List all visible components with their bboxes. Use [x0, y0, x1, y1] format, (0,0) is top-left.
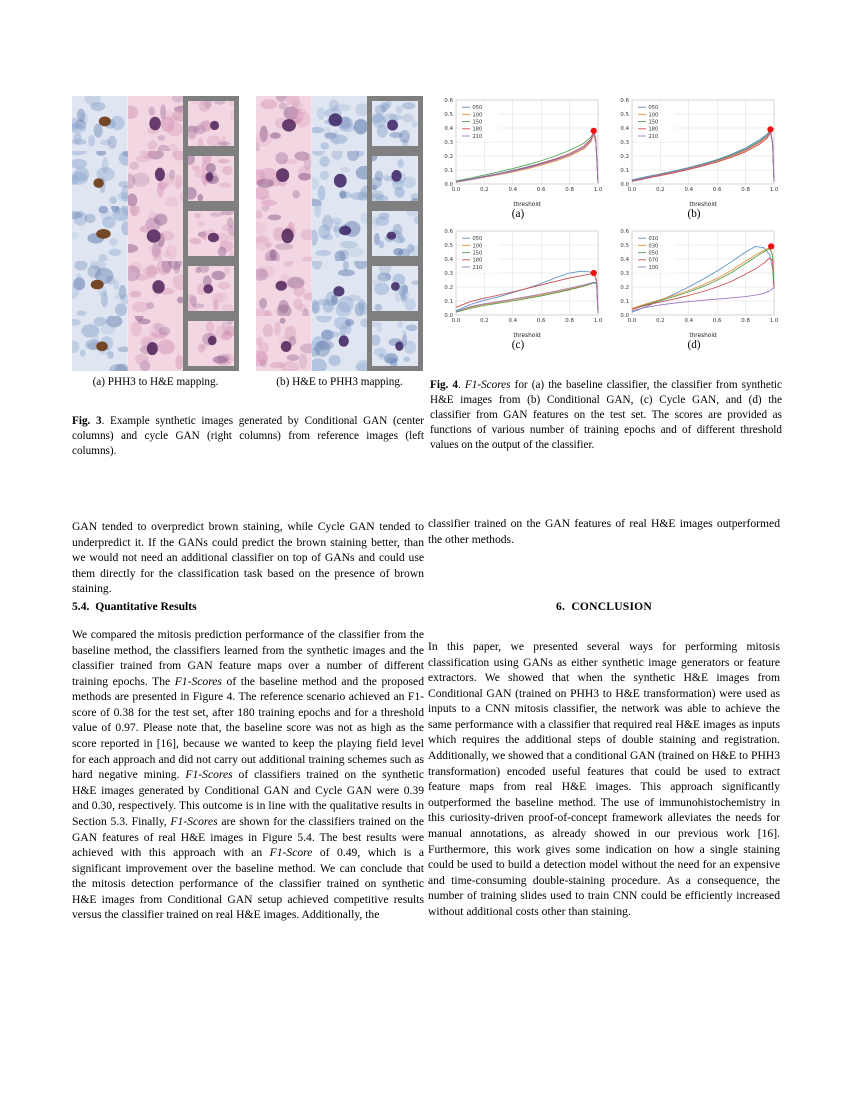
y-axis-tick-label: 0.0: [620, 313, 629, 320]
conclusion-heading-row: [428, 600, 780, 613]
f1-scores-math-1: F1-Scores: [174, 674, 222, 688]
chart-panel-label-c: (c): [511, 339, 525, 351]
legend-label: 030: [648, 243, 659, 250]
left-para-2-d: are shown for the classifiers trained on the GAN features of real H&E images in Figure 5.4. The best results were achieved with this approach with an: [72, 814, 424, 860]
chart-row-bottom: [430, 223, 782, 354]
figure-3-caption-text: . Example synthetic images generated by Conditional GAN (center columns) and cycle GAN (right columns) from reference images (left columns).: [72, 415, 424, 457]
histology-tile: [72, 151, 128, 206]
histology-tile: [256, 206, 312, 261]
histology-tile-image: [372, 156, 418, 201]
y-axis-tick-label: 0.1: [444, 168, 453, 175]
y-axis-tick-label: 0.6: [444, 98, 453, 105]
figure-3-subcaption-a: (a) PHH3 to H&E mapping.: [92, 376, 219, 388]
right-column-paragraph-1: [428, 516, 780, 547]
x-axis-label: threshold: [689, 333, 717, 339]
f1-score-line-chart: [430, 92, 606, 210]
legend-label: 010: [648, 236, 659, 243]
figure-3-subcaption-b: (b) H&E to PHH3 mapping.: [276, 376, 403, 388]
histology-tile-image: [312, 316, 368, 371]
legend-label: 100: [472, 243, 483, 250]
x-axis-tick-label: 1.0: [769, 318, 779, 324]
x-axis-tick-label: 0.2: [480, 318, 489, 324]
histology-tile-image: [372, 266, 418, 311]
y-axis-tick-label: 0.5: [444, 112, 453, 119]
histology-tile: [72, 316, 128, 371]
x-axis-tick-label: 0.6: [712, 318, 722, 324]
legend-label: 150: [648, 119, 659, 126]
x-axis-tick-label: 0.4: [508, 187, 518, 193]
figure-4-charts: [430, 92, 782, 354]
histology-tile-image: [128, 151, 184, 206]
f1-scores-math-2: F1-Scores: [185, 768, 233, 782]
best-score-marker: [591, 128, 597, 134]
f1-score-line-chart: [430, 223, 606, 341]
conclusion-title: CONCLUSION: [571, 600, 652, 613]
x-axis-tick-label: 0.2: [656, 318, 665, 324]
histology-tile-image: [128, 261, 184, 316]
x-axis-tick-label: 0.8: [565, 187, 574, 193]
left-para-2-e: of 0.49, which is a significant improvement over the baseline method. We can conclude that the mitosis detection performance of the classifier trained on synthetic H&E images from Conditional GAN setup achieved competitive results versus the classifier trained on real H&E images. Additionally, the: [72, 846, 424, 922]
legend-label: 050: [472, 105, 483, 112]
figure-3-caption-label: Fig. 3: [72, 415, 102, 427]
y-axis-tick-label: 0.3: [620, 271, 629, 278]
left-para-2-c: of classifiers trained on the synthetic H&E images generated by Conditional GAN and Cycle GAN were 0.39 and 0.30, respectively. This outcome is in line with the qualitative results in Section 5.3. Finally,: [72, 768, 424, 828]
y-axis-tick-label: 0.2: [620, 285, 629, 292]
image-grid-b: [256, 96, 423, 371]
x-axis-tick-label: 0.2: [480, 187, 489, 193]
figure-4-caption-part1: .: [458, 379, 465, 391]
image-grid-a: [72, 96, 239, 371]
y-axis-tick-label: 0.4: [444, 126, 453, 133]
histology-tile-image: [128, 316, 184, 371]
figure-3-panel-a: [72, 96, 239, 371]
x-axis-tick-label: 0.8: [741, 187, 750, 193]
legend-label: 180: [648, 126, 659, 133]
figure-4-caption-part2: for (a) the baseline classifier, the classifier from synthetic H&E images from (b) Conditional GAN, (c) Cycle GAN, and (d) the classifier from GAN features on the test set. The scores are provided as functions of various number of training epochs and of different threshold values on the output of the classifier.: [430, 379, 783, 451]
histology-tile-image: [372, 211, 418, 256]
y-axis-tick-label: 0.3: [620, 140, 629, 147]
histology-tile: [312, 151, 368, 206]
legend-label: 210: [648, 133, 659, 140]
y-axis-tick-label: 0.4: [620, 126, 629, 133]
histology-tile-image: [128, 206, 184, 261]
histology-tile: [128, 206, 184, 261]
f1-score-line-chart: [606, 92, 782, 210]
left-para-2: [72, 627, 424, 923]
best-score-marker: [591, 270, 597, 276]
best-score-marker: [768, 243, 774, 249]
histology-tile-image: [312, 206, 368, 261]
y-axis-tick-label: 0.6: [620, 229, 629, 236]
histology-tile-image: [72, 206, 128, 261]
y-axis-tick-label: 0.0: [444, 182, 453, 189]
histology-tile: [256, 316, 312, 371]
histology-tile: [312, 261, 368, 316]
histology-tile-image: [188, 156, 234, 201]
histology-tile: [367, 96, 423, 151]
x-axis-label: threshold: [689, 202, 717, 208]
histology-tile-image: [372, 321, 418, 366]
chart-panel-label-d: (d): [687, 339, 701, 351]
x-axis-label: threshold: [513, 333, 541, 339]
x-axis-tick-label: 0.0: [451, 187, 461, 193]
legend-label: 100: [648, 112, 659, 119]
histology-tile-image: [72, 96, 128, 151]
chart-panel-label-b: (b): [687, 208, 701, 220]
histology-tile: [183, 316, 239, 371]
histology-tile: [72, 261, 128, 316]
histology-tile-image: [72, 316, 128, 371]
y-axis-tick-label: 0.6: [620, 98, 629, 105]
y-axis-tick-label: 0.5: [620, 112, 629, 119]
histology-tile-image: [256, 261, 312, 316]
histology-tile: [183, 261, 239, 316]
y-axis-tick-label: 0.3: [444, 271, 453, 278]
legend-label: 150: [472, 250, 483, 257]
f1-score-math-4: F1-Score: [269, 846, 313, 860]
x-axis-tick-label: 1.0: [593, 318, 603, 324]
conclusion-number: 6.: [556, 600, 566, 613]
histology-tile: [128, 316, 184, 371]
histology-tile: [72, 96, 128, 151]
histology-tile: [256, 151, 312, 206]
histology-tile: [183, 206, 239, 261]
y-axis-tick-label: 0.3: [444, 140, 453, 147]
y-axis-tick-label: 0.6: [444, 229, 453, 236]
histology-tile: [183, 151, 239, 206]
x-axis-tick-label: 0.6: [712, 187, 722, 193]
left-column-paragraph-1: [72, 519, 424, 597]
legend-label: 100: [648, 264, 659, 271]
x-axis-tick-label: 0.6: [536, 318, 546, 324]
section-5-4-heading: [72, 600, 424, 620]
y-axis-tick-label: 0.0: [620, 182, 629, 189]
histology-tile-image: [72, 151, 128, 206]
left-column-paragraph-2: [72, 627, 424, 923]
x-axis-tick-label: 0.0: [451, 318, 461, 324]
histology-tile: [312, 206, 368, 261]
histology-tile: [256, 96, 312, 151]
x-axis-label: threshold: [513, 202, 541, 208]
legend-label: 210: [472, 133, 483, 140]
f1-scores-math-3: F1-Scores: [170, 814, 218, 828]
histology-tile-image: [188, 101, 234, 146]
histology-tile-image: [256, 316, 312, 371]
histology-tile: [367, 206, 423, 261]
y-axis-tick-label: 0.1: [444, 299, 453, 306]
x-axis-tick-label: 0.0: [627, 318, 637, 324]
y-axis-tick-label: 0.5: [444, 243, 453, 250]
chart-cell-b: [606, 92, 782, 223]
right-para-2-text: In this paper, we presented several ways for performing mitosis classification using GANs as either synthetic image generators or feature extractors. We showed that when the synthetic H&E images from Conditional GAN (trained on PHH3 to H&E transformation) were used as inputs to a CNN mitosis classifier, the network was able to achieve the same performance with a classifier that required real H&E images as inputs which requires the additional steps of double staining and registration. Additionally, we showed that a conditional GAN (trained on H&E to PHH3 transformation) encoded useful features that could be used to extract feature maps from real H&E images. This approach significantly outperformed the baseline method. The use of immunohistochemistry in this curiosity-driven proof-of-concept framework alleviates the needs for manual annotations, as already showed in our previous work [16]. Furthermore, this work gives some indication on how a single staining could be used to build a detection model without the need for an expensive and time-consuming double-staining procedure. As a consequence, the number of training slides used to train CNN could be efficiently increased without additional costs other than staining.: [428, 640, 780, 918]
x-axis-tick-label: 0.0: [627, 187, 637, 193]
right-para-1-text: classifier trained on the GAN features of real H&E images outperformed the other methods.: [428, 517, 780, 546]
figure-3-panel-b: [256, 96, 423, 371]
x-axis-tick-label: 0.4: [684, 318, 694, 324]
chart-cell-d: [606, 223, 782, 354]
figure-3-image-grid: [72, 96, 424, 371]
legend-label: 070: [648, 257, 659, 264]
histology-tile-image: [188, 321, 234, 366]
figure-3-caption: [72, 414, 424, 459]
x-axis-tick-label: 0.6: [536, 187, 546, 193]
legend-label: 210: [472, 264, 483, 271]
left-para-2-a: We compared the mitosis prediction performance of the classifier from the baseline method, the classifiers learned from the synthetic images and the classifier trained from GAN feature maps over a number of different training epochs. The: [72, 628, 424, 688]
histology-tile-image: [312, 96, 368, 151]
histology-tile: [128, 96, 184, 151]
histology-tile-image: [312, 261, 368, 316]
section-number: 5.4.: [72, 600, 90, 613]
x-axis-tick-label: 1.0: [593, 187, 603, 193]
legend-label: 100: [472, 112, 483, 119]
y-axis-tick-label: 0.2: [444, 154, 453, 161]
histology-tile: [367, 261, 423, 316]
x-axis-tick-label: 0.8: [741, 318, 750, 324]
histology-tile-image: [256, 151, 312, 206]
legend-label: 050: [648, 250, 659, 257]
y-axis-tick-label: 0.2: [444, 285, 453, 292]
x-axis-tick-label: 0.8: [565, 318, 574, 324]
legend-label: 180: [472, 257, 483, 264]
y-axis-tick-label: 0.2: [620, 154, 629, 161]
y-axis-tick-label: 0.1: [620, 168, 629, 175]
histology-tile-image: [188, 266, 234, 311]
y-axis-tick-label: 0.1: [620, 299, 629, 306]
section-title: Quantitative Results: [95, 600, 197, 613]
chart-row-top: [430, 92, 782, 223]
legend-label: 050: [648, 105, 659, 112]
histology-tile: [367, 151, 423, 206]
x-axis-tick-label: 0.4: [684, 187, 694, 193]
legend-label: 180: [472, 126, 483, 133]
chart-panel-label-a: (a): [511, 208, 525, 220]
histology-tile-image: [128, 96, 184, 151]
y-axis-tick-label: 0.0: [444, 313, 453, 320]
left-para-1-text: GAN tended to overpredict brown staining, while Cycle GAN tended to underpredict it. If the GANs could predict the brown staining better, than we would not need an additional classifier on top of GANs and could use them directly for the classification task based on the presence of brown staining.: [72, 520, 424, 596]
histology-tile: [312, 316, 368, 371]
chart-cell-a: [430, 92, 606, 223]
histology-tile-image: [72, 261, 128, 316]
y-axis-tick-label: 0.4: [444, 257, 453, 264]
histology-tile: [128, 261, 184, 316]
histology-tile: [128, 151, 184, 206]
legend-label: 050: [472, 236, 483, 243]
histology-tile: [72, 206, 128, 261]
figure-4-caption-math: F1-Scores: [464, 379, 511, 391]
y-axis-tick-label: 0.4: [620, 257, 629, 264]
y-axis-tick-label: 0.5: [620, 243, 629, 250]
x-axis-tick-label: 1.0: [769, 187, 779, 193]
f1-score-line-chart: [606, 223, 782, 341]
figure-4-caption: [430, 378, 782, 453]
figure-3-subcaptions: [72, 376, 424, 388]
histology-tile-image: [256, 206, 312, 261]
histology-tile-image: [372, 101, 418, 146]
section-6-heading: [428, 600, 780, 622]
chart-cell-c: [430, 223, 606, 354]
histology-tile-image: [312, 151, 368, 206]
left-para-2-b: of the baseline method and the proposed methods are presented in Figure 4. The reference scenario achieved an F1-score of 0.38 for the test set, after 180 training epochs and for a threshold value of 0.97. Please note that, the baseline score was not as high as the score reported in [16], because we wanted to keep the playing field level for each approach and did not carry out additional training schemes such as hard negative mining.: [72, 674, 424, 782]
right-column-paragraph-2: [428, 639, 780, 919]
section-heading-row: [72, 600, 424, 613]
histology-tile: [183, 96, 239, 151]
histology-tile: [256, 261, 312, 316]
histology-tile-image: [256, 96, 312, 151]
histology-tile: [312, 96, 368, 151]
histology-tile: [367, 316, 423, 371]
legend-label: 150: [472, 119, 483, 126]
x-axis-tick-label: 0.4: [508, 318, 518, 324]
histology-tile-image: [188, 211, 234, 256]
best-score-marker: [767, 126, 773, 132]
figure-4-caption-label: Fig. 4: [430, 379, 459, 391]
x-axis-tick-label: 0.2: [656, 187, 665, 193]
